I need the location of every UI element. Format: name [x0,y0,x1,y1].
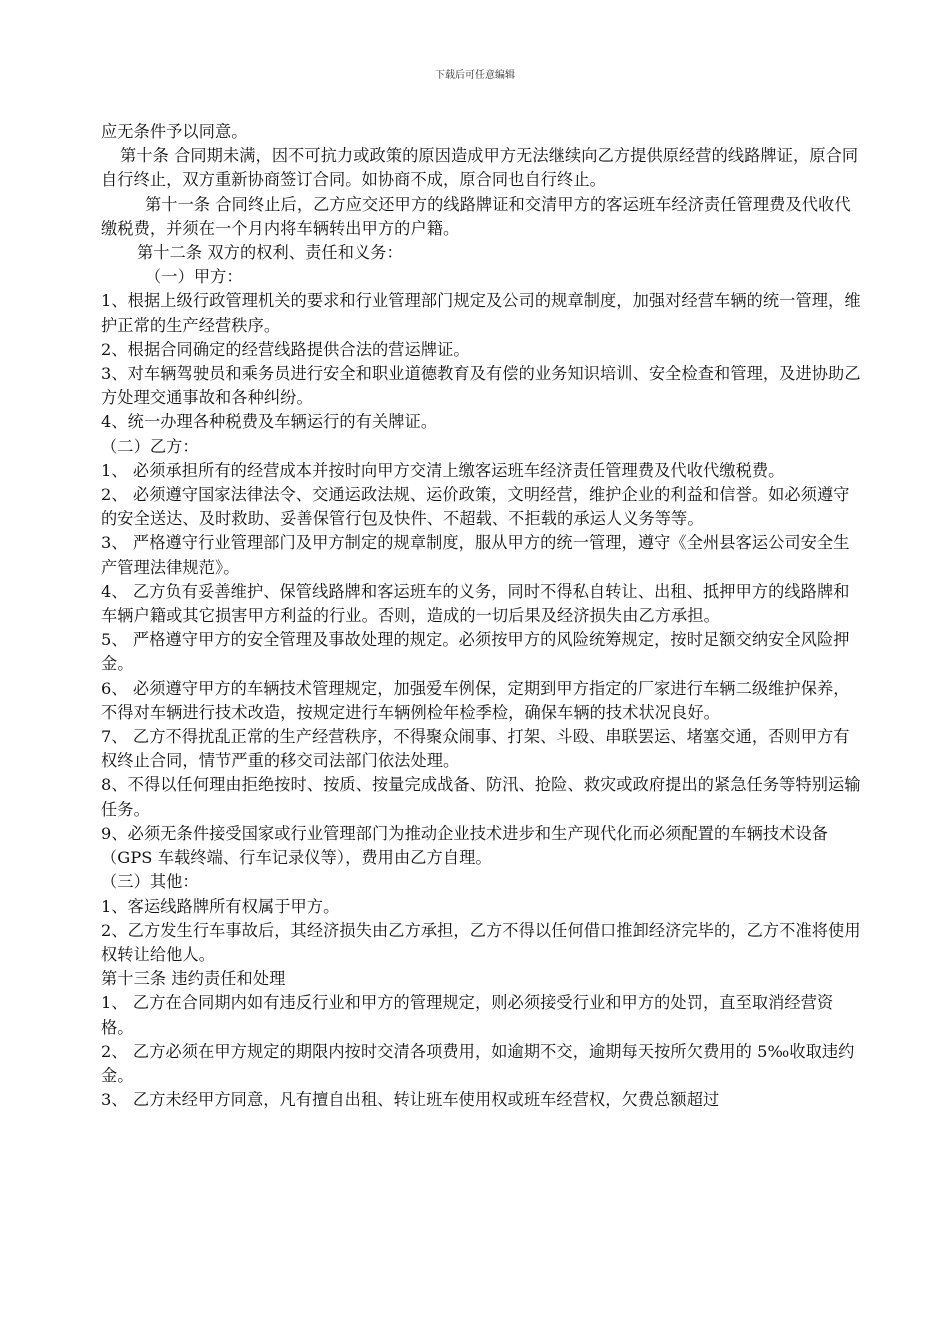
clause-11: 第十一条 合同终止后，乙方应交还甲方的线路牌证和交清甲方的客运班车经济责任管理费及代收代缴税费，并须在一个月内将车辆转出甲方的户籍。 [101,194,851,238]
document-body [101,120,861,1112]
section-other: （三）其他： [101,872,199,892]
list-item: 2、根据合同确定的经营线路提供合法的营运牌证。 [101,339,470,359]
list-item: 3、 乙方未经甲方同意，凡有擅自出租、转让班车使用权或班车经营权，欠费总额超过 [101,1090,720,1110]
paragraph: 应无条件予以同意。 [101,122,248,141]
section-party-a: （一）甲方： [145,267,243,287]
clause-10: 第十条 合同期未满，因不可抗力或政策的原因造成甲方无法继续向乙方提供原经营的线路牌证，原合同自行终止，双方重新协商签订合同。如协商不成，原合同也自行终止。 [101,146,859,190]
section-party-b: （二）乙方： [101,436,199,456]
list-item: 4、 乙方负有妥善维护、保管线路牌和客运班车的义务，同时不得私自转让、出租、抵押甲方的线路牌和车辆户籍或其它损害甲方利益的行业。否则，造成的一切后果及经济损失由乙方承担。 [101,581,850,626]
list-item: 2、乙方发生行车事故后，其经济损失由乙方承担，乙方不得以任何借口推卸经济完毕的，乙方不准将使用权转让给他人。 [101,920,861,964]
list-item: 2、 乙方必须在甲方规定的期限内按时交清各项费用，如逾期不交，逾期每天按所欠费用的 5‰收取违约金。 [101,1041,855,1085]
clause-13: 第十三条 违约责任和处理 [101,969,286,989]
list-item: 9、必须无条件接受国家或行业管理部门为推动企业技术进步和生产现代化而必须配置的车辆技术设备（GPS 车载终端、行车记录仪等），费用由乙方自理。 [101,823,829,868]
page-header: 下载后可任意编辑 [435,70,515,81]
list-item: 4、统一办理各种税费及车辆运行的有关牌证。 [101,412,438,432]
list-item: 2、 必须遵守国家法律法令、交通运政法规、运价政策，文明经营，维护企业的利益和信誉。如必须遵守的安全送达、及时救助、妥善保管行包及快件、不超载、不拒载的承运人义务等等。 [101,485,850,529]
list-item: 3、 严格遵守行业管理部门及甲方制定的规章制度，服从甲方的统一管理，遵守《全州县客运公司安全生产管理法律规范》。 [101,533,850,577]
list-item: 7、 乙方不得扰乱正常的生产经营秩序，不得聚众闹事、打架、斗殴、串联罢运、堵塞交通，否则甲方有权终止合同，情节严重的移交司法部门依法处理。 [101,727,850,771]
list-item: 1、 乙方在合同期内如有违反行业和甲方的管理规定，则必须接受行业和甲方的处罚，直至取消经营资格。 [101,993,834,1037]
list-item: 5、 严格遵守甲方的安全管理及事故处理的规定。必须按甲方的风险统筹规定，按时足额交纳安全风险押金。 [101,630,850,674]
clause-12: 第十二条 双方的权利、责任和义务： [137,243,403,263]
list-item: 3、对车辆驾驶员和乘务员进行安全和职业道德教育及有偿的业务知识培训、安全检查和管理，及进协助乙方处理交通事故和各种纠纷。 [101,364,861,408]
list-item: 8、不得以任何理由拒绝按时、按质、按量完成战备、防汛、抢险、救灾或政府提出的紧急任务等特别运输任务。 [101,775,861,819]
list-item: 1、 必须承担所有的经营成本并按时向甲方交清上缴客运班车经济责任管理费及代收代缴税费。 [101,460,785,480]
list-item: 1、客运线路牌所有权属于甲方。 [101,896,340,916]
list-item: 1、根据上级行政管理机关的要求和行业管理部门规定及公司的规章制度，加强对经营车辆的统一管理，维护正常的生产经营秩序。 [101,291,861,335]
list-item: 6、 必须遵守甲方的车辆技术管理规定，加强爱车例保，定期到甲方指定的厂家进行车辆二级维护保养，不得对车辆进行技术改造，按规定进行车辆例检年检季检，确保车辆的技术状况良好。 [101,678,850,722]
